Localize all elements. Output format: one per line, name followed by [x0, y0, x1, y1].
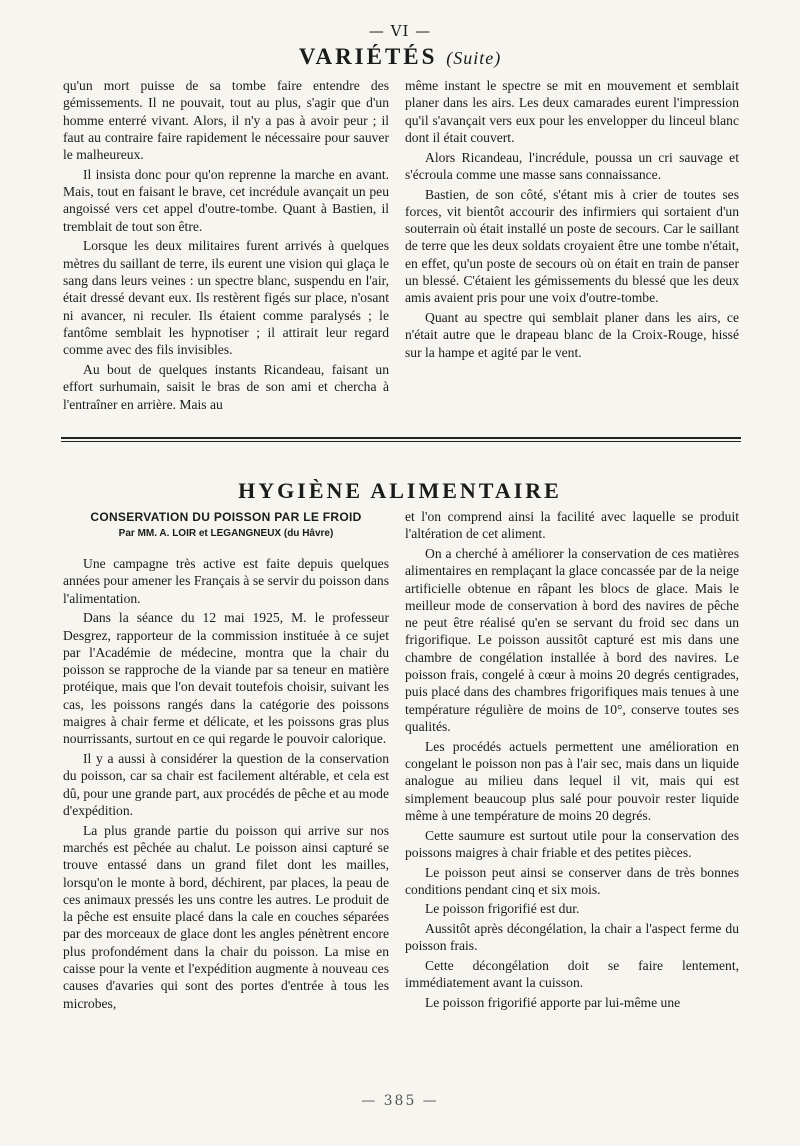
hygiene-heading: HYGIÈNE ALIMENTAIRE	[238, 478, 562, 503]
paragraph: On a cherché à améliorer la conservation de ces matières alimentaires en remplaçant la glace concassée par de la neige artificielle obtenue en râpant les blocs de glace. Mais le meilleur mode de conservation à bord des navires de pêche ne peut être réalisé qu'en se servant du froid sec dans un frigorifique. Le poisson aussitôt capturé est mis dans une chambre de congélation installée à bord des navires. Le poisson frais, congelé à cœur à moins 20 degrés centigrades, puis placé dans des chambres frigorifiques mais tenues à une température régulière de moins de 10°, conserve toutes ses qualités.	[405, 545, 739, 734]
paragraph: même instant le spectre se mit en mouvement et semblait planer dans les airs. Les deux camarades eurent l'impression qu'il s'avançait vers eux pour les envelopper du linceul blanc dont il était couvert.	[405, 78, 739, 145]
paragraph: Cette saumure est surtout utile pour la conservation des poissons maigres à chair friable et des petites pièces.	[405, 827, 739, 860]
section-divider	[61, 437, 741, 442]
varietes-suite: (Suite)	[446, 48, 502, 68]
paragraph: qu'un mort puisse de sa tombe faire entendre des gémissements. Il ne pouvait, tout au plus, s'agir que d'un homme enterré vivant. Alors, il n'y a pas à avoir peur ; il faut au contraire faire rapidement le nécessaire pour sauver le malheureux.	[63, 78, 389, 163]
paragraph: Dans la séance du 12 mai 1925, M. le professeur Desgrez, rapporteur de la commission instituée à ce sujet par l'Académie de médecine, montra que la chair du poisson se rapproche de la viande par sa teneur en matière protéique, mais que l'on devait toutefois choisir, suivant les cas, les poissons rangés dans la catégorie des poissons maigres à chair ferme et délicate, et les poissons gras plus nourrissants, surtout en ce qui regarde le pouvoir calorique.	[63, 610, 389, 747]
paragraph: Il y a aussi à considérer la question de la conservation du poisson, car sa chair est facilement altérable, et cela est dû, pour une grande part, aux procédés de pêche et au mode d'expédition.	[63, 751, 389, 818]
hygiene-left-column	[63, 555, 389, 1014]
paragraph: Le poisson frigorifié apporte par lui-même une	[425, 995, 681, 1011]
article-title: CONSERVATION DU POISSON PAR LE FROID	[90, 510, 362, 524]
paragraph: et l'on comprend ainsi la facilité avec laquelle se produit l'altération de cet aliment.	[405, 509, 739, 542]
hygiene-right-column	[405, 508, 739, 1014]
paragraph: Cette décongélation doit se faire lentement, immédiatement avant la cuisson.	[405, 958, 739, 991]
paragraph: Le poisson frigorifié est dur.	[425, 901, 580, 917]
paragraph: Il insista donc pour qu'on reprenne la marche en avant. Mais, tout en faisant le brave, cet incrédule avançait un peu angoissé vers cet appel d'outre-tombe. Quant à Bastien, il tremblait de tout son être.	[63, 166, 389, 234]
page-number: — VI —	[368, 22, 432, 40]
paragraph: Le poisson peut ainsi se conserver dans de très bonnes conditions pendant cinq et six mois.	[405, 864, 739, 897]
paragraph: La plus grande partie du poisson qui arrive sur nos marchés est pêchée au chalut. Le poisson ainsi capturé se trouve entassé dans un grand filet dont les mailles, lorsqu'on le monte à bord, déchirent, par places, la peau de ces animaux pressés les uns contre les autres. Le produit de la pêche est ensuite placé dans la cale en couches séparées par des morceaux de glace dont les angles pénètrent encore plus profondément dans la chair du poisson. La mise en caisse pour la vente et l'expédition augmente à nouveau ces causes d'avaries qui sont des portes d'entrée à tous les microbes,	[63, 822, 389, 1011]
paragraph: Une campagne très active est faite depuis quelques années pour amener les Français à se servir du poisson dans l'alimentation.	[63, 556, 389, 606]
paragraph: Les procédés actuels permettent une amélioration en congelant le poisson non pas à l'air sec, mais dans un liquide analogue au milieu dans lequel il vit, mais qui est simplement beaucoup plus salé pour pouvoir rester liquide même à une température de moins 20 degrés.	[405, 738, 739, 823]
varietes-title: VARIÉTÉS	[298, 44, 438, 69]
paragraph: Quant au spectre qui semblait planer dans les airs, ce n'était autre que le drapeau blanc de la Croix-Rouge, hissé sur la hampe et agité par le vent.	[405, 310, 739, 360]
paragraph: Bastien, de son côté, s'étant mis à crier de toutes ses forces, vit bientôt accourir des infirmiers qui sortaient d'un souterrain où était installé un poste de secours. Car le saillant de terre que les deux soldats croyaient être une tombe n'était, en effet, qu'un poste de secours où on était en train de panser un blessé. C'étaient les gémissements du blessé que les deux amis avaient pris pour une voix d'outre-tombe.	[405, 186, 739, 306]
paragraph: Lorsque les deux militaires furent arrivés à quelques mètres du saillant de terre, ils eurent une vision qui glaça le sang dans leurs veines : un spectre blanc, suspendu en l'air, était dressé devant eux. Ils restèrent figés sur place, n'osant ni avancer, ni reculer. Ils étaient comme paralysés ; le fantôme semblait les hypnotiser ; il attirait leur regard comme avec des fils invisibles.	[63, 238, 389, 358]
paragraph: Au bout de quelques instants Ricandeau, faisant un effort surhumain, saisit le bras de son ami et chercha à l'entraîner en arrière. Mais au	[63, 361, 389, 412]
paragraph: Aussitôt après décongélation, la chair a l'aspect ferme du poisson frais.	[405, 921, 739, 954]
varietes-heading	[0, 44, 800, 70]
paragraph: Alors Ricandeau, l'incrédule, poussa un cri sauvage et s'écroula comme une masse sans connaissance.	[405, 149, 739, 182]
footer-page-mark: — 385 —	[361, 1093, 439, 1109]
article-authors: Par MM. A. LOIR et LEGANGNEUX (du Hâvre)	[118, 528, 334, 539]
varietes-left-column	[63, 77, 389, 415]
varietes-right-column	[405, 77, 739, 363]
